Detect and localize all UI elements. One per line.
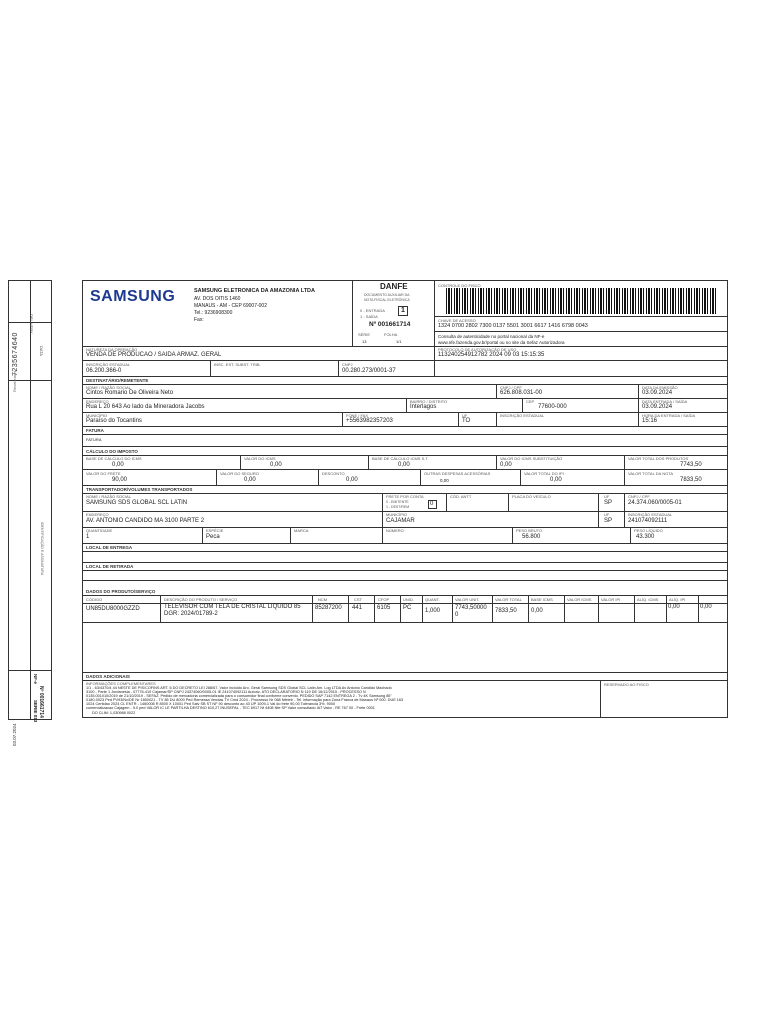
stub-barcode-number: 7235674640 [12, 332, 19, 376]
bc-st: 0,00 [398, 462, 410, 468]
transport-address-label: ENDEREÇO [86, 512, 109, 517]
retirada-section: LOCAL DE RETIRADA [86, 564, 134, 569]
danfe-title: DANFE [380, 282, 408, 291]
transport-peso-liq: 43.300 [636, 534, 655, 540]
transport-address: AV. ANTONIO CANDIDO MA 3100 PARTE 2 [86, 518, 205, 524]
additional-section: DADOS ADICIONAIS [86, 674, 130, 679]
tax-section: CÁLCULO DO IMPOSTO [86, 449, 138, 454]
ie-label: INSCRIÇÃO ESTADUAL [86, 362, 131, 367]
danfe-serie-label: SÉRIE [358, 332, 371, 337]
recipient-fone-label: FONE / FAX [346, 413, 369, 418]
row-aliq-ipi: 0,00 [700, 604, 712, 610]
icms-st-label: VALOR DO ICMS SUBSTITUIÇÃO [500, 456, 563, 461]
recipient-cpf-label: CNPJ / CPF [500, 385, 522, 390]
recipient-bairro: Interlagos [410, 404, 437, 410]
stub-delivery-label: DELIVERY [29, 314, 34, 334]
bc-icms: 0,00 [112, 462, 124, 468]
danfe-subtitle-2: NOTA FISCAL ELETRÔNICA [364, 298, 410, 302]
danfe-saida: 1 - SAÍDA [360, 314, 378, 319]
frete-label: VALOR DO FRETE [86, 471, 121, 476]
icms: 0,00 [270, 462, 282, 468]
issuer-fax: Fax: [194, 317, 204, 323]
danfe-folha-label: FOLHA [384, 332, 398, 337]
additional-line: 3100 - Parte 1 Jordanesia - 07776-410 Cajamar/SP CNPJ 24374060/0005-01 IE 241074092111 Autoriz. ATO DECLARATORIO N 119 DE 16/12/2015 - PROCESSO N [86, 690, 366, 694]
fatura-section: FATURA [86, 428, 104, 433]
icms-label: VALOR DO ICMS [244, 456, 276, 461]
stub-received-label: Recebemos [12, 370, 17, 392]
recipient-emissao: 03.09.2024 [642, 390, 673, 396]
row-aliq-icms: 0,00 [668, 604, 680, 610]
stub-identification-label: IDENTIFICAÇÃO E ASSINATURA [40, 522, 44, 576]
col-unid: UNID. [403, 597, 414, 602]
outras: 0,00 [440, 478, 449, 483]
issuer-address: AV. DOS OITIS 1460 [194, 296, 241, 302]
col-codigo: CÓDIGO [86, 597, 103, 602]
ipi: 0,00 [550, 477, 562, 483]
col-ncm: NCM [318, 597, 328, 602]
row-v-total: 7833,50 [495, 608, 517, 614]
natureza-value: VENDA DE PRODUCAO / SAIDA ARMAZ. GERAL [86, 352, 222, 358]
transport-numero-label: NÚMERO [386, 528, 404, 533]
ie-value: 06.200.366-0 [86, 368, 122, 374]
transport-section: TRANSPORTADOR/VOLUMES TRANSPORTADOS [86, 487, 193, 492]
additional-line: 1/1 - 63/4370/4 44 NESTE DE PIS/COFINS ART. 6 DO DECRETO LEI 288/67. Valor incluido Aro. Geral Samsung SDS Global SCL Latin Am. Log LTDA Av Antonio Candido Machado [86, 686, 392, 690]
col-cfop: CFOP [378, 597, 390, 602]
issuer-phone: Tel.: 9236908300 [194, 310, 233, 316]
col-descricao: DESCRIÇÃO DO PRODUTO / SERVIÇO [164, 597, 238, 602]
recipient-hora: 15:16 [642, 418, 658, 424]
stub-nf-number: Nº 001661714 [38, 686, 44, 718]
outras-label: OUTRAS DESPESAS ACESSÓRIAS [424, 471, 491, 476]
stub-serie: SERIE 013 [33, 700, 38, 723]
desconto-label: DESCONTO [322, 471, 345, 476]
recipient-saida-label: DATA ENTRADA / SAÍDA [642, 399, 688, 404]
issuer-city: MANAUS - AM - CEP 69007-002 [194, 303, 267, 309]
col-cst: CST [354, 597, 362, 602]
transport-peso-bruto-label: PESO BRUTO [516, 528, 543, 533]
danfe-number: Nº 001661714 [369, 321, 411, 328]
samsung-logo: SAMSUNG [90, 288, 176, 305]
col-quant: QUANT. [425, 597, 440, 602]
protocol-value: 113240254912782 2024 09 03 15:15:35 [438, 352, 545, 358]
row-descricao-1: TELEVISOR COM TELA DE CRISTAL LIQUIDO 85 [164, 604, 301, 610]
row-quant: 1,000 [425, 608, 441, 614]
recipient-address-label: ENDEREÇO [86, 399, 109, 404]
row-codigo: UN85DU8000GZZD [86, 606, 140, 612]
transport-antt-label: CÓD. ANTT [450, 494, 472, 499]
row-v-unit-2: 0 [455, 612, 459, 618]
transport-frete-code: 0 [430, 501, 434, 507]
col-v-total: VALOR TOTAL [495, 597, 522, 602]
frete: 90,00 [112, 477, 128, 483]
col-v-icms: VALOR ICMS [567, 597, 592, 602]
recipient-bairro-label: BAIRRO / DISTRITO [410, 399, 448, 404]
recipient-name-label: NOME / RAZÃO SOCIAL [86, 385, 131, 390]
transport-cnpj: 24.374.060/0005-01 [628, 500, 682, 506]
control-label: CONTROLE DO FISCO [438, 283, 481, 288]
bc-icms-label: BASE DE CÁLCULO DO ICMS [86, 456, 142, 461]
transport-name-label: NOME / RAZÃO SOCIAL [86, 494, 131, 499]
transport-ie: 241074092111 [628, 518, 668, 524]
ie-st-label: INSC. EST. SUBST. TRIB. [214, 362, 261, 367]
issuer-name: SAMSUNG ELETRONICA DA AMAZONIA LTDA [194, 288, 315, 294]
col-v-unit: VALOR UNIT. [455, 597, 480, 602]
col-aliq-ipi: ALÍQ. IPI [669, 597, 686, 602]
recipient-saida: 03.09.2024 [642, 404, 673, 410]
icms-st: 0,00 [500, 462, 512, 468]
natureza-label: NATUREZA DA OPERAÇÃO [86, 347, 138, 352]
seguro-label: VALOR DO SEGURO [220, 471, 259, 476]
danfe-folha: 1/1 [396, 339, 402, 344]
recipient-uf-label: UF [462, 413, 468, 418]
transport-cnpj-label: CNPJ / CPF [628, 494, 650, 499]
entrega-section: LOCAL DE ENTREGA [86, 545, 133, 550]
recipient-emissao-label: DATA DA EMISSÃO [642, 385, 678, 390]
recipient-hora-label: HORA DA ENTRADA / SAÍDA [642, 413, 696, 418]
fisco-label: RESERVADO AO FISCO [604, 682, 649, 687]
recipient-municipio: Paraíso do Tocantins [86, 418, 142, 424]
transport-ie-label: INSCRIÇÃO ESTADUAL [628, 512, 673, 517]
access-key: 1324 0700 2802 7300 0137 5501 3001 6617 1416 6798 0043 [438, 323, 588, 329]
transport-uf: SP [604, 500, 613, 506]
transport-marca-label: MARCA [294, 528, 309, 533]
col-bc-icms: BASE ICMS [531, 597, 553, 602]
recipient-municipio-label: MUNICÍPIO [86, 413, 108, 418]
transport-municipio-label: MUNICÍPIO [386, 512, 408, 517]
transport-uf-label: UF [604, 494, 610, 499]
bc-st-label: BASE DE CÁLCULO ICMS S.T. [372, 456, 429, 461]
transport-especie: Peca [206, 534, 220, 540]
recipient-name: Cintos Romario De Oliveira Neto [86, 390, 174, 396]
recipient-ie-label: INSCRIÇÃO ESTADUAL [500, 413, 545, 418]
ipi-label: VALOR TOTAL DO IPI [524, 471, 564, 476]
stub-data-label: DATA [39, 346, 44, 357]
additional-line: 0180-0023 Ped PV93/Nc/DE Nr 1650021 - TV 85 DU 8000 Ped Remessa Vendas TV Cmd 2024 - Procresso Nr 068 Nfeletr - Tel. informação para Zona Franca de Manaus Nº 000. DUE 163 [86, 698, 404, 702]
products-section: DADOS DO PRODUTO/SERVIÇO [86, 589, 156, 594]
danfe-tipo: 1 [401, 307, 405, 314]
recipient-cep: 77600-000 [538, 404, 567, 410]
additional-info-label: INFORMAÇÕES COMPLEMENTARES [86, 681, 156, 686]
row-cfop: 6105 [377, 605, 391, 611]
transport-name: SAMSUNG SDS GLOBAL SCL LATIN [86, 500, 188, 506]
recipient-cep-label: CEP [526, 399, 535, 404]
cnpj-value: 00.280.273/0001-37 [342, 368, 396, 374]
consult-line-2: www.nfe.fazenda.gov.br/portal ou no site da Sefaz Autorizadora [438, 340, 565, 345]
row-unid: PC [403, 605, 412, 611]
total-prod: 7743,50 [680, 462, 702, 468]
additional-line: DO CLIM: 1,030988 0022 [92, 711, 136, 715]
recipient-section: DESTINATÁRIO/REMETENTE [86, 378, 149, 383]
protocol-label: PROTOCOLO DE AUTORIZAÇÃO DE USO [438, 347, 517, 352]
transport-frete-opt1: 0 - EMITENTE [386, 500, 409, 504]
access-key-label: CHAVE DE ACESSO [438, 318, 476, 323]
stub-nfe-label: NF-e [33, 674, 38, 684]
additional-line: 1024 Certidao 2024 CL ENTR - 1460008 R 8500 X 10001 Ped Salv SB ST NF 90 desconto ao 43 UP 1009-1 Val do frete 90,00 Tolerancia 3%. 9000 [86, 702, 336, 706]
row-v-unit-1: 7743,50000 [455, 605, 487, 611]
fatura-value: FATURA [86, 437, 102, 442]
cnpj-label: CNPJ [342, 362, 353, 367]
total-nota-label: VALOR TOTAL DA NOTA [628, 471, 674, 476]
total-nota: 7833,50 [680, 477, 702, 483]
recipient-cpf: 626.808.031-00 [500, 390, 543, 396]
additional-line: 0135.001010/2019 de 21/10/2019 - SEFAZ. Pedido de mercadoria comercializada para o consumidor final conforme convenio. PEDIDO SAP 7142 ENTREGA 2 - Tv 4K Samsung 85" [86, 694, 392, 698]
transport-peso-bruto: 56.800 [522, 534, 541, 540]
stub-invoice-date: 03.07.2024 [12, 723, 17, 746]
consult-line-1: Consulta de autenticidade no portal nacional da NF-e [438, 334, 545, 339]
transport-frete-label: FRETE POR CONTA [386, 494, 424, 499]
danfe-entrada: 0 - ENTRADA [360, 308, 385, 313]
recipient-address: Rua L 20 643 Ao lado da Mineradora Jacobs [86, 404, 205, 410]
transport-qtd-label: QUANTIDADE [86, 528, 113, 533]
row-descricao-2: DGR: 2024/01789-2 [164, 611, 218, 617]
transport-uf2-label: UF [604, 512, 610, 517]
access-key-barcode [446, 288, 716, 314]
row-bc-icms: 0,00 [531, 608, 543, 614]
transport-municipio: CAJAMAR [386, 518, 415, 524]
recipient-fone: +5563982357203 [346, 418, 393, 424]
col-v-ipi: VALOR IPI [601, 597, 621, 602]
col-aliq-icms: ALÍQ. ICMS [637, 597, 659, 602]
desconto: 0,00 [346, 477, 358, 483]
transport-especie-label: ESPÉCIE [206, 528, 224, 533]
transport-frete-opt2: 1 - DEST/REM [386, 505, 410, 509]
transport-placa-label: PLACA DO VEÍCULO [512, 494, 551, 499]
transport-qtd: 1 [86, 534, 90, 540]
additional-line: comercializacao Cajagem - 9.0 ped VALOR IC LE PARTILHA DESTINO 610,27 INUSEPAL - TEC 6917 Nf 4408 Nfe SP Valor consultado IAT Valor - RE 767 00 - Frete 0001 [86, 706, 375, 710]
danfe-serie: 13 [362, 339, 367, 344]
seguro: 0,00 [244, 477, 256, 483]
transport-uf2: SP [604, 518, 613, 524]
danfe-subtitle-1: DOCUMENTO AUXILIAR DA [364, 293, 410, 297]
row-cst: 441 [352, 605, 363, 611]
transport-peso-liq-label: PESO LÍQUIDO [634, 528, 663, 533]
total-prod-label: VALOR TOTAL DOS PRODUTOS [628, 456, 689, 461]
recipient-uf: TO [462, 418, 471, 424]
row-ncm: 85287200 [315, 605, 342, 611]
